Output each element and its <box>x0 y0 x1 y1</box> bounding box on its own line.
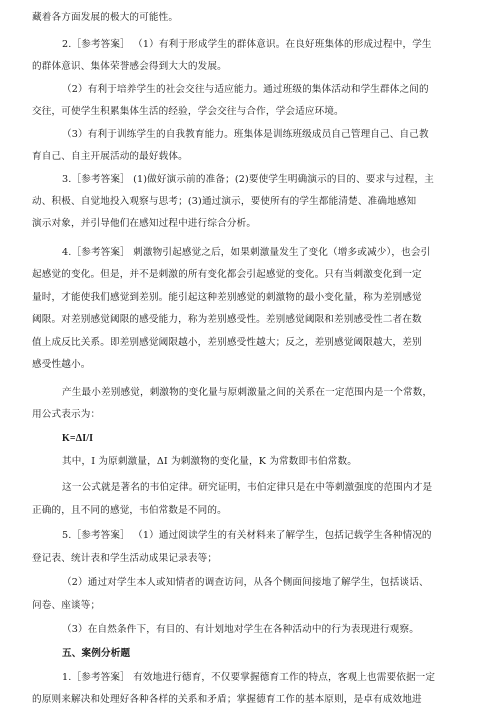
answer-3-line: 3.［参考答案］ (1)做好演示前的准备；(2)要使学生明确演示的目的、要求与过程，主 <box>62 174 435 185</box>
text-line: （2）通过对学生本人或知情者的调查访问，从各个侧面间接地了解学生，包括谈话、 <box>62 577 429 588</box>
text-line: 用公式表示为： <box>32 409 101 420</box>
answer-2-line: 2.［参考答案］ （1）有利于形成学生的群体意识。在良好班集体的形成过程中，学生 <box>62 39 432 50</box>
text-line: 藏着各方面发展的极大的可能性。 <box>32 12 179 23</box>
text-line: 演示对象，并引导他们在感知过程中进行综合分析。 <box>32 218 257 229</box>
text-line: 起感觉的变化。但是，并不是刺激的所有变化都会引起感觉的变化。只有当刺激变化到一定 <box>32 269 422 280</box>
text-line: （3）在自然条件下，有目的、有计划地对学生在各种活动中的行为表现进行观察。 <box>62 624 420 635</box>
text-line: 的原则来解决和处理好各种各样的关系和矛盾；掌握德育工作的基本原则，是卓有成效地进 <box>32 694 422 705</box>
answer-5-line: 5.［参考答案］ （1）通过阅读学生的有关材料来了解学生，包括记载学生各种情况的 <box>62 530 432 541</box>
case-answer-1-line: 1.［参考答案］ 有效地进行德育，不仅要掌握德育工作的特点，客观上也需要依据一定 <box>62 672 436 683</box>
text-line: 的群体意识、集体荣誉感会得到大大的发展。 <box>32 61 227 72</box>
section-heading: 五、案例分析题 <box>62 648 131 659</box>
text-line: 这一公式就是著名的韦伯定律。研究证明，韦伯定律只是在中等刺激强度的范围内才是 <box>62 482 433 493</box>
text-line: 产生最小差别感觉，刺激物的变化量与原刺激量之间的关系在一定范围内是一个常数， <box>62 387 433 398</box>
text-line: 登记表、统计表和学生活动成果记录表等； <box>32 553 218 564</box>
text-line: 量时，才能使我们感觉到差别。能引起这种差别感觉的刺激物的最小变化量，称为差别感觉 <box>32 292 422 303</box>
text-line: 交往，可使学生积累集体生活的经验，学会交往与合作，学会适应环境。 <box>32 106 344 117</box>
text-line: 育自己、自主开展活动的最好载体。 <box>32 151 188 162</box>
text-line: 阈限。对差别感觉阈限的感受能力，称为差别感受性。差别感觉阈限和差别感受性二者在数 <box>32 314 422 325</box>
text-line: 动、积极、自觉地投入观察与思考；(3)通过演示，要使所有的学生都能清楚、准确地感知 <box>32 196 417 207</box>
text-line: 其中，I 为原刺激量，ΔI 为刺激物的变化量，K 为常数即韦伯常数。 <box>62 456 357 467</box>
weber-formula: K=ΔI/I <box>62 433 94 444</box>
answer-4-line: 4.［参考答案］ 刺激物引起感觉之后，如果刺激量发生了变化（增多或减少），也会引 <box>62 247 431 258</box>
text-line: （2）有利于培养学生的社会交往与适应能力。通过班级的集体活动和学生群体之间的 <box>62 84 429 95</box>
text-line: 感受性越小。 <box>32 359 91 370</box>
text-line: 值上成反比关系。即差别感觉阈限越小，差别感受性越大；反之，差别感觉阈限越大，差别 <box>32 337 422 348</box>
text-line: （3）有利于训练学生的自我教育能力。班集体是训练班级成员自己管理自己、自己教 <box>62 129 429 140</box>
text-line: 正确的，且不同的感觉，韦伯常数是不同的。 <box>32 505 227 516</box>
text-line: 问卷、座谈等； <box>32 600 101 611</box>
